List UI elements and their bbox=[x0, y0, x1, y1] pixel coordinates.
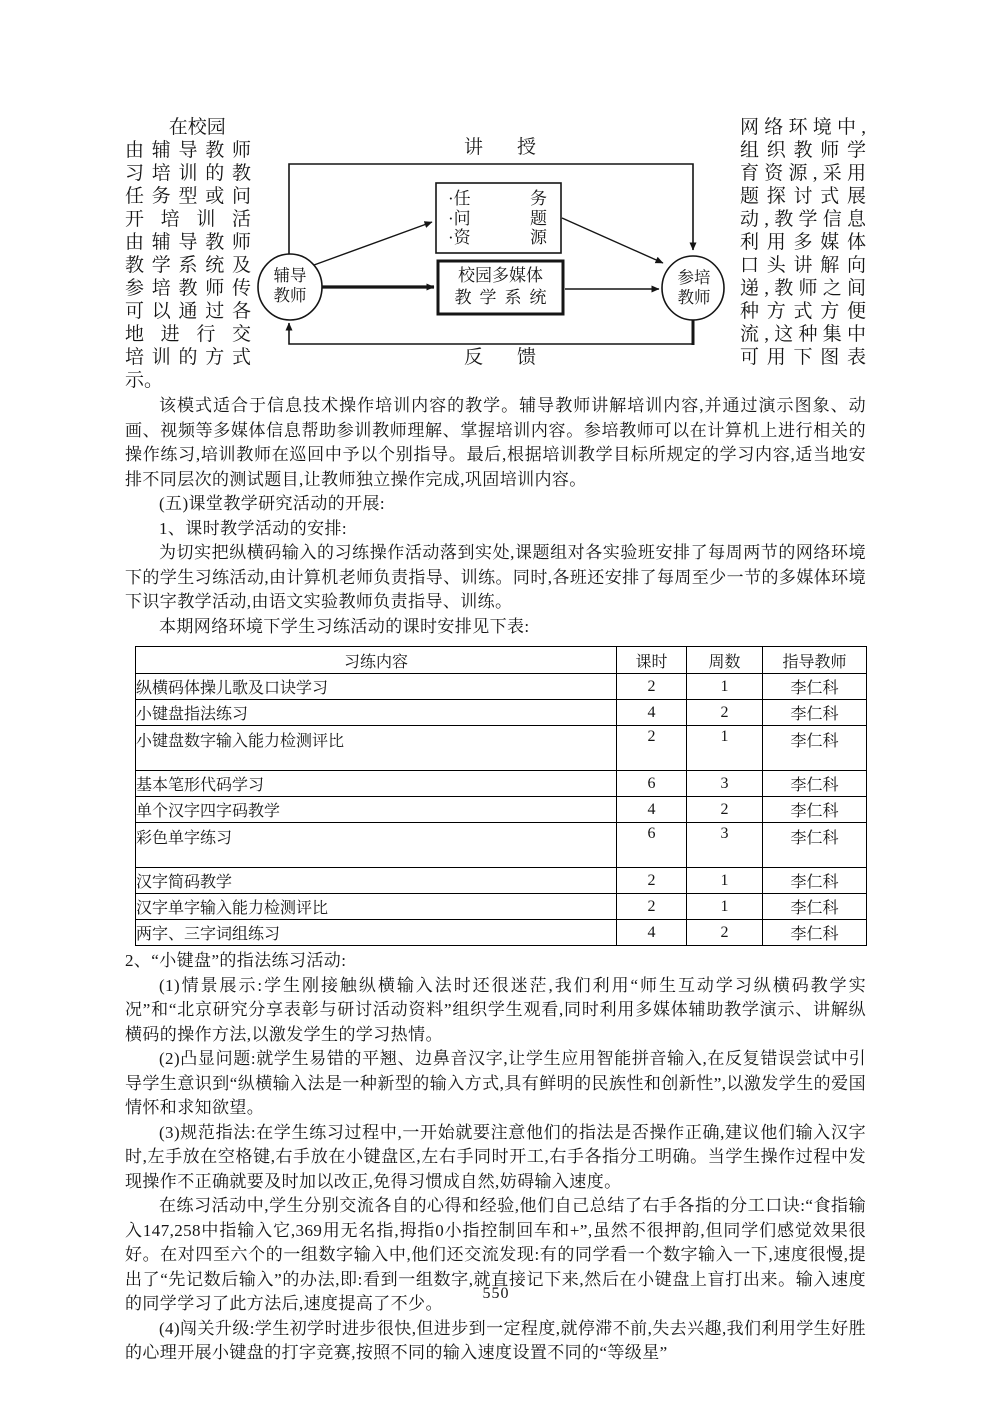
cell-weeks: 1 bbox=[687, 868, 763, 894]
figure-with-side-text bbox=[125, 116, 866, 394]
cell-content: 单个汉字四字码教学 bbox=[136, 797, 617, 823]
paragraph: 1、课时教学活动的安排: bbox=[159, 518, 348, 538]
cell-teacher: 李仁科 bbox=[763, 674, 867, 700]
left-column-line: 在校园 bbox=[168, 117, 226, 138]
table-row bbox=[136, 700, 867, 726]
cell-teacher: 李仁科 bbox=[763, 797, 867, 823]
tutor-teacher-line2: 教师 bbox=[273, 286, 307, 305]
left-column-line: 培训的方式 bbox=[125, 347, 251, 368]
table-row bbox=[136, 797, 867, 823]
cell-hours: 4 bbox=[617, 797, 687, 823]
paragraphs-before-table bbox=[125, 394, 866, 639]
feedback-label: 反馈 bbox=[464, 347, 536, 368]
paragraph: (4)闯关升级:学生初学时进步很快,但进步到一定程度,就停滞不前,失去兴趣,我们利用学生好胜的心理开展小键盘的打字竞赛,按照不同的输入速度设置不同的“等级星” bbox=[125, 1318, 866, 1362]
cell-content: 彩色单字练习 bbox=[136, 823, 617, 868]
left-column-line: 教学系统及 bbox=[125, 255, 251, 276]
table-row bbox=[136, 726, 867, 771]
cell-teacher: 李仁科 bbox=[763, 920, 867, 946]
table-header-cell: 习练内容 bbox=[136, 647, 617, 674]
cell-teacher: 李仁科 bbox=[763, 823, 867, 868]
paragraph: (五)课堂教学研究活动的开展: bbox=[159, 494, 386, 513]
resource-to-right-arrow bbox=[562, 218, 663, 263]
cell-hours: 4 bbox=[617, 700, 687, 726]
cell-hours: 4 bbox=[617, 920, 687, 946]
cell-content: 汉字单字输入能力检测评比 bbox=[136, 894, 617, 920]
training-model-diagram bbox=[251, 116, 740, 394]
cell-weeks: 3 bbox=[687, 823, 763, 868]
right-column-line: 流,这种集中 bbox=[740, 324, 866, 345]
cell-content: 汉字简码教学 bbox=[136, 868, 617, 894]
resource-item-left: ·资 bbox=[448, 228, 471, 247]
cell-teacher: 李仁科 bbox=[763, 868, 867, 894]
resource-item bbox=[448, 209, 547, 229]
right-column-line: 种方式方便 bbox=[740, 301, 866, 322]
cell-content: 纵横码体操儿歌及口诀学习 bbox=[136, 674, 617, 700]
paragraph: (2)凸显问题:就学生易错的平翘、边鼻音汉字,让学生应用智能拼音输入,在反复错误尝试中引导学生意识到“纵横输入法是一种新型的输入方式,具有鲜明的民族性和创新性”,以激发学生的爱国情怀和求知欲望。 bbox=[125, 1049, 866, 1117]
cell-weeks: 2 bbox=[687, 920, 763, 946]
table-body bbox=[136, 674, 867, 946]
table-row bbox=[136, 771, 867, 797]
cell-teacher: 李仁科 bbox=[763, 771, 867, 797]
left-column-line: 开培训活 bbox=[125, 209, 251, 230]
cell-teacher: 李仁科 bbox=[763, 700, 867, 726]
cell-teacher: 李仁科 bbox=[763, 726, 867, 771]
table-row bbox=[136, 674, 867, 700]
system-box-content bbox=[438, 261, 563, 314]
resource-item-left: ·任 bbox=[448, 189, 471, 208]
cell-teacher: 李仁科 bbox=[763, 894, 867, 920]
cell-content: 两字、三字词组练习 bbox=[136, 920, 617, 946]
left-column-line: 由辅导教师 bbox=[125, 140, 251, 161]
tutor-teacher-label bbox=[258, 266, 322, 306]
left-column-line: 可以通过各 bbox=[125, 301, 251, 322]
right-column-line: 组织教师学 bbox=[740, 140, 866, 161]
cell-weeks: 2 bbox=[687, 797, 763, 823]
table-row bbox=[136, 868, 867, 894]
cell-hours: 2 bbox=[617, 894, 687, 920]
teaching-label: 讲授 bbox=[464, 137, 536, 158]
cell-hours: 6 bbox=[617, 823, 687, 868]
cell-weeks: 1 bbox=[687, 674, 763, 700]
table-header-cell: 指导教师 bbox=[763, 647, 867, 674]
system-box-inner bbox=[455, 265, 547, 309]
right-column-line: 口头讲解向 bbox=[740, 255, 866, 276]
right-column-line: 网络环境中, bbox=[740, 117, 866, 138]
left-column-line: 示。 bbox=[125, 370, 164, 391]
right-text-column bbox=[740, 116, 866, 394]
right-column-line: 可用下图表 bbox=[740, 347, 866, 368]
paragraph: (1)情景展示:学生刚接触纵横输入法时还很迷茫,我们利用“师生互动学习纵横码教学实况”和“北京研究分享表彰与研讨活动资料”组织学生观看,同时利用多媒体辅助教学演示、讲解纵横码的操作方法,以激发学生的学习热情。 bbox=[125, 975, 866, 1044]
right-column-line: 动,教学信息 bbox=[740, 209, 866, 230]
right-column-line: 育资源,采用 bbox=[740, 163, 866, 184]
right-column-line: 题探讨式展 bbox=[740, 186, 866, 207]
practice-schedule-table bbox=[135, 646, 867, 946]
resource-item bbox=[448, 228, 547, 248]
resource-item bbox=[448, 189, 547, 209]
left-column-line: 习培训的教 bbox=[125, 163, 251, 184]
cell-hours: 2 bbox=[617, 674, 687, 700]
table-row bbox=[136, 823, 867, 868]
left-column-line: 任务型或问 bbox=[125, 186, 251, 207]
right-column-line: 递,教师之间 bbox=[740, 278, 866, 299]
cell-hours: 6 bbox=[617, 771, 687, 797]
trainee-teacher-line2: 教师 bbox=[677, 288, 711, 307]
page-number: 550 bbox=[482, 1285, 510, 1302]
cell-weeks: 1 bbox=[687, 894, 763, 920]
cell-content: 基本笔形代码学习 bbox=[136, 771, 617, 797]
cell-content: 小键盘指法练习 bbox=[136, 700, 617, 726]
table-row bbox=[136, 920, 867, 946]
tutor-teacher-line1: 辅导 bbox=[273, 266, 307, 285]
table-header-cell: 课时 bbox=[617, 647, 687, 674]
left-column-line: 由辅导教师 bbox=[125, 232, 251, 253]
page-content bbox=[125, 116, 866, 1366]
left-text-column bbox=[125, 116, 251, 394]
cell-weeks: 2 bbox=[687, 700, 763, 726]
trainee-teacher-label bbox=[662, 268, 726, 308]
resource-item-right: 源 bbox=[530, 228, 547, 247]
resource-box-content bbox=[436, 183, 561, 253]
cell-hours: 2 bbox=[617, 868, 687, 894]
paragraph: 为切实把纵横码输入的习练操作活动落到实处,课题组对各实验班安排了每周两节的网络环境下的学生习练活动,由计算机老师负责指导、训练。同时,各班还安排了每周至少一节的多媒体环境下识字教学活动,由语文实验教师负责指导、训练。 bbox=[125, 543, 866, 611]
paragraph: 2、“小键盘”的指法练习活动: bbox=[125, 951, 347, 970]
left-to-resource-arrow bbox=[314, 222, 432, 265]
paragraph: 在练习活动中,学生分别交流各自的心得和经验,他们自己总结了右手各指的分工口诀:“食指输入147,258中指输入它,369用无名指,拇指0小指控制回车和+”,虽然不很押韵,但同学们感觉效果很好。在对四至六个的一组数字输入中,他们还交流发现:有的同学看一个数字输入一下,速度很慢,提出了“先记数后输入”的办法,即:看到一组数字,就直接记下来,然后在小键盘上盲打出来。输入速度的同学学习了此方法后,速度提高了不少。 bbox=[125, 1196, 866, 1313]
paragraph: 本期网络环境下学生习练活动的课时安排见下表: bbox=[159, 616, 530, 636]
paragraph: (3)规范指法:在学生练习过程中,一开始就要注意他们的指法是否操作正确,建议他们输入汉字时,左手放在空格键,右手放在小键盘区,左右手同时开工,右手各指分工明确。当学生操作过程中发现操作不正确就要及时加以改正,免得习惯成自然,妨碍输入速度。 bbox=[125, 1122, 866, 1191]
cell-weeks: 1 bbox=[687, 726, 763, 771]
paragraphs-after-table bbox=[125, 949, 866, 1366]
table-header-row bbox=[136, 647, 867, 674]
feedback-route-line bbox=[289, 323, 693, 344]
trainee-teacher-line1: 参培 bbox=[677, 268, 711, 287]
left-column-line: 地进行交 bbox=[125, 324, 251, 345]
cell-weeks: 3 bbox=[687, 771, 763, 797]
system-box-line2: 教学系统 bbox=[454, 288, 547, 307]
right-column-line: 利用多媒体 bbox=[740, 232, 866, 253]
resource-item-right: 务 bbox=[530, 189, 547, 208]
paragraph: 该模式适合于信息技术操作培训内容的教学。辅导教师讲解培训内容,并通过演示图象、动画、视频等多媒体信息帮助参训教师理解、掌握培训内容。参培教师可以在计算机上进行相关的操作练习,培训教师在巡回中予以个别指导。最后,根据培训教学目标所规定的学习内容,适当地安排不同层次的测试题目,让教师独立操作完成,巩固培训内容。 bbox=[125, 396, 866, 489]
table-header-cell: 周数 bbox=[687, 647, 763, 674]
cell-hours: 2 bbox=[617, 726, 687, 771]
resource-item-right: 题 bbox=[530, 208, 547, 228]
resource-item-left: ·问 bbox=[448, 208, 471, 228]
cell-content: 小键盘数字输入能力检测评比 bbox=[136, 726, 617, 771]
left-column-line: 参培教师传 bbox=[125, 278, 251, 299]
system-box-line1: 校园多媒体 bbox=[458, 266, 543, 285]
table-row bbox=[136, 894, 867, 920]
